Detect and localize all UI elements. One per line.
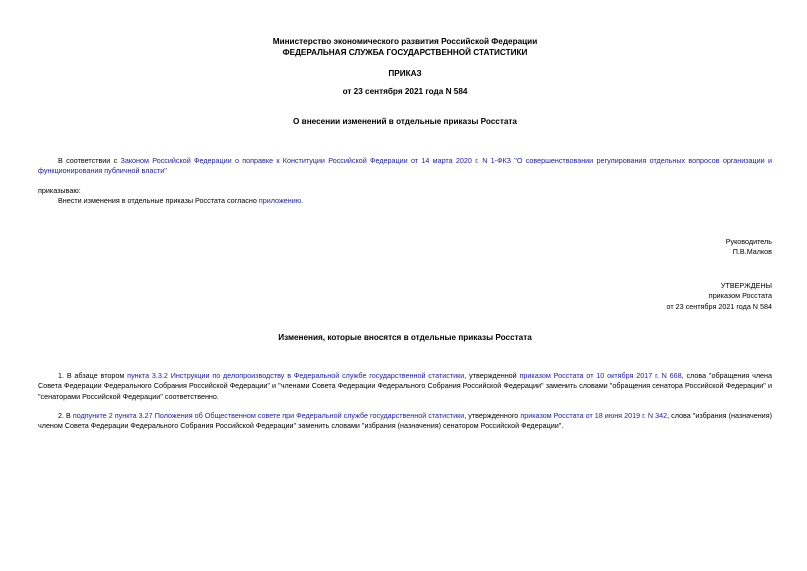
- instruction-paragraph: [38, 196, 772, 206]
- service-title: ФЕДЕРАЛЬНАЯ СЛУЖБА ГОСУДАРСТВЕННОЙ СТАТИСТИКИ: [282, 48, 528, 57]
- item-text: 1. В абзаце втором: [58, 371, 128, 380]
- federal-law-link[interactable]: Законом Российской Федерации о поправке к Конституции Российской Федерации от 14 марта 2020 г. N 1-ФКЗ "О совершенствовании регулирования отдельных вопросов организации и функционирования публичной власти": [38, 156, 772, 176]
- item-text: , слова "обращения члена Совета Федерации Федерального Собрания Российской Федерации" и "членами Совета Федерации Федерального Собрания Российской Федерации" заменить словами "обращения сенатора Российской Федерации" и "сенаторами Российской Федерации" соответственно.: [38, 371, 773, 401]
- signature-name: П.В.Малков: [732, 247, 772, 257]
- basis-prefix: В соответствии с: [58, 156, 121, 165]
- instruction-doc-link[interactable]: Инструкции по делопроизводству в Федеральной службе государственной статистики: [170, 371, 465, 380]
- order-subject: О внесении изменений в отдельные приказы Росстата: [293, 117, 517, 126]
- approval-line-1: УТВЕРЖДЕНЫ: [720, 281, 772, 290]
- regulation-doc-link[interactable]: Положения об Общественном совете при Федеральной службе государственной статистики: [154, 411, 465, 420]
- order-link[interactable]: приказом Росстата от 10 октября 2017 г. N 668: [519, 371, 682, 380]
- signature-block: [472, 237, 772, 258]
- item-text: , утвержденной: [464, 371, 520, 380]
- approval-line-2: приказом Росстата: [708, 291, 772, 301]
- order-heading: ПРИКАЗ: [388, 69, 422, 78]
- item-text: , слова "избрания (назначения) членом Совета Федерации Федерального Собрания Российской Федерации" заменить словами "избрания (назначения) сенатором Российской Федерации".: [38, 411, 772, 431]
- order-date: от 23 сентября 2021 года N 584: [342, 87, 468, 96]
- ministry-title: Министерство экономического развития Российской Федерации: [272, 37, 538, 46]
- approval-line-3: от 23 сентября 2021 года N 584: [666, 301, 772, 311]
- item-text: , утвержденного: [464, 411, 521, 420]
- signature-position: Руководитель: [725, 237, 772, 246]
- appendix-link[interactable]: приложению: [258, 196, 302, 205]
- change-item: [38, 371, 772, 402]
- order-word: приказываю:: [38, 186, 81, 195]
- changes-title: Изменения, которые вносятся в отдельные приказы Росстата: [278, 333, 532, 342]
- item-text: 2. В: [58, 411, 73, 420]
- approval-block: [472, 281, 772, 312]
- change-item: [38, 411, 772, 432]
- basis-paragraph: [38, 156, 772, 177]
- instruction-prefix: Внести изменения в отдельные приказы Росстата согласно: [58, 196, 259, 205]
- instruction-suffix: .: [301, 196, 304, 205]
- document-page: [38, 30, 772, 550]
- order-link[interactable]: приказом Росстата от 18 июня 2019 г. N 342: [520, 411, 668, 420]
- clause-link[interactable]: подпункте 2 пункта 3.27: [72, 411, 153, 420]
- clause-link[interactable]: пункта 3.3.2: [127, 371, 168, 380]
